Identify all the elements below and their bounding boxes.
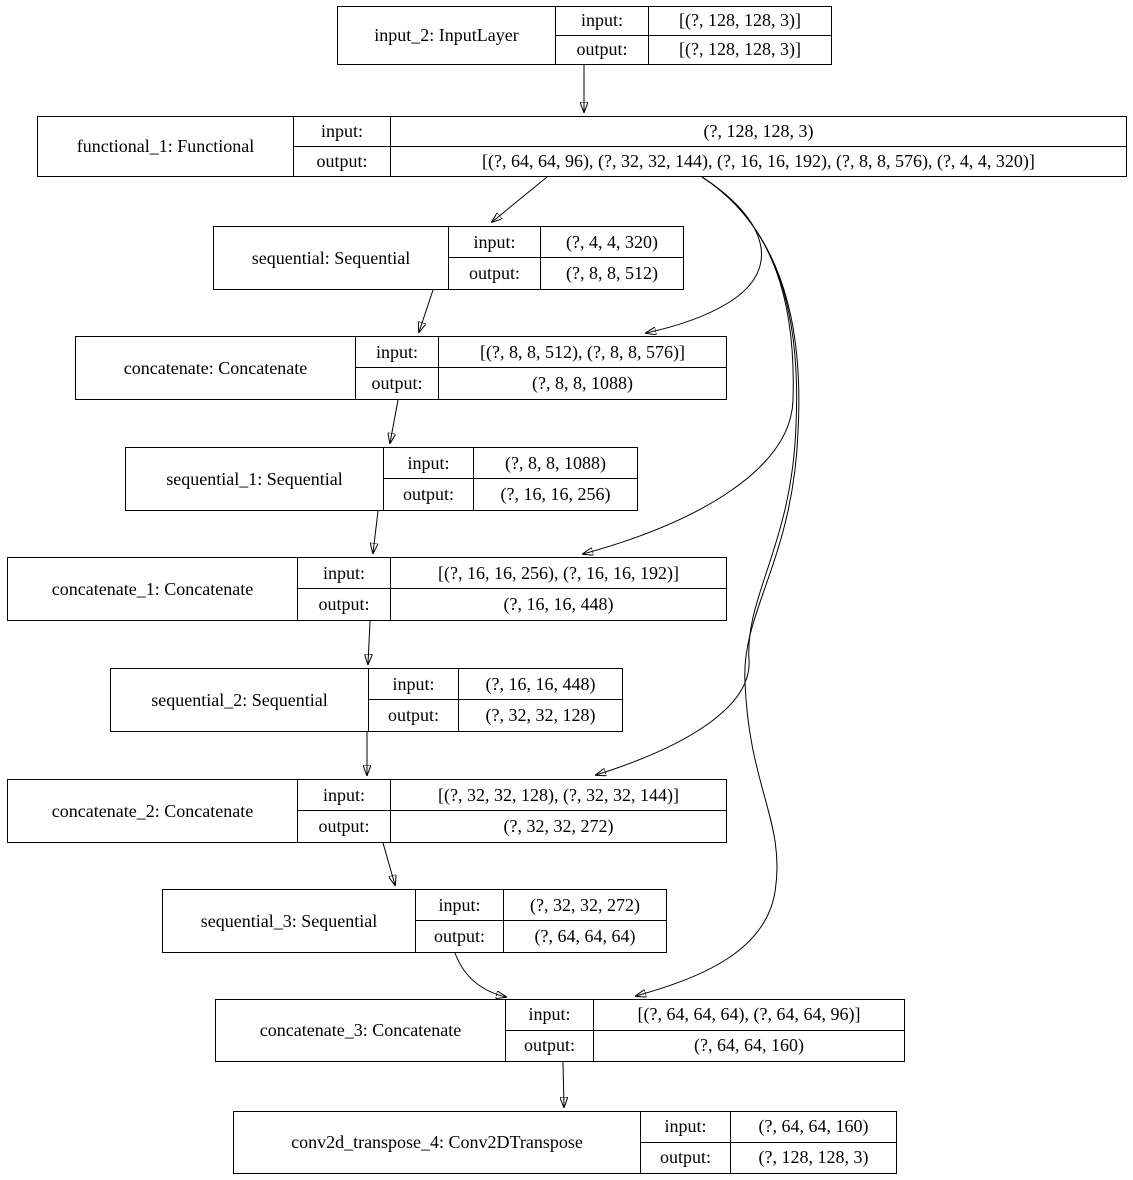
layer-title: concatenate: Concatenate [76,337,356,399]
edge-sequential_3-to-concatenate_3 [455,953,506,997]
input-label: input: [356,337,439,368]
layer-title: sequential_1: Sequential [126,448,384,510]
output-label: output: [506,1031,594,1062]
layer-title: functional_1: Functional [38,117,294,176]
input-label: input: [294,117,391,147]
input-shape: [(?, 128, 128, 3)] [649,7,831,36]
layer-node-concatenate_1 [7,557,727,621]
output-shape: (?, 128, 128, 3) [758,1147,869,1168]
edge-concatenate_1-to-sequential_2 [368,621,370,664]
input-label: input: [369,669,459,700]
output-label: output: [294,147,391,177]
output-shape: [(?, 128, 128, 3)] [679,39,801,60]
layer-title: sequential_2: Sequential [111,669,369,731]
output-shape: (?, 32, 32, 128) [485,705,596,725]
input-shape: [(?, 64, 64, 64), (?, 64, 64, 96)] [594,1000,904,1031]
input-label: input: [506,1000,594,1031]
input-shape: (?, 128, 128, 3) [391,117,1126,147]
layer-node-sequential_3 [162,889,667,953]
output-shape: (?, 16, 16, 448) [503,594,614,614]
output-label: output: [384,479,474,510]
output-shape: (?, 8, 8, 512) [566,263,658,283]
edge-concatenate_3-to-conv2d_transpose_4 [563,1062,564,1107]
input-shape: [(?, 8, 8, 512), (?, 8, 8, 576)] [439,337,726,368]
output-shape: (?, 16, 16, 256) [500,484,611,504]
input-shape: (?, 8, 8, 1088) [474,448,637,479]
output-label: output: [556,36,649,65]
output-shape: (?, 64, 64, 160) [694,1035,804,1056]
layer-node-concatenate_2 [7,779,727,843]
edge-concatenate_2-to-sequential_3 [383,843,395,885]
output-label: output: [641,1143,731,1174]
output-shape: (?, 32, 32, 272) [503,816,614,836]
input-label: input: [384,448,474,479]
input-label: input: [556,7,649,36]
input-shape: (?, 16, 16, 448) [459,669,622,700]
layer-node-input_2 [337,6,832,65]
edge-sequential-to-concatenate [419,290,433,332]
input-label: input: [641,1112,731,1143]
input-label: input: [416,890,504,921]
output-label: output: [416,921,504,952]
input-shape: [(?, 16, 16, 256), (?, 16, 16, 192)] [391,558,726,589]
input-shape: (?, 4, 4, 320) [541,227,683,258]
output-label: output: [298,589,391,620]
edge-sequential_1-to-concatenate_1 [373,511,378,553]
input-shape: (?, 64, 64, 160) [731,1112,896,1143]
layer-title: concatenate_2: Concatenate [8,780,298,842]
output-shape: (?, 8, 8, 1088) [532,373,633,393]
output-label: output: [356,368,439,399]
layer-node-sequential_2 [110,668,623,732]
output-label: output: [298,811,391,842]
layer-node-sequential_1 [125,447,638,511]
layer-title: concatenate_1: Concatenate [8,558,298,620]
output-label: output: [449,258,541,289]
layer-node-conv2d_transpose_4 [233,1111,897,1174]
input-shape: (?, 32, 32, 272) [504,890,666,921]
layer-node-concatenate_3 [215,999,905,1062]
layer-node-functional_1 [37,116,1127,177]
input-label: input: [449,227,541,258]
edge-functional_1-to-sequential [492,177,547,222]
output-shape: [(?, 64, 64, 96), (?, 32, 32, 144), (?, 16, 16, 192), (?, 8, 8, 576), (?, 4, 4, 320)] [482,150,1035,171]
output-shape: (?, 64, 64, 64) [534,926,636,946]
layer-node-concatenate [75,336,727,400]
layer-node-sequential [213,226,684,290]
layer-title: conv2d_transpose_4: Conv2DTranspose [234,1112,641,1173]
layer-title: sequential: Sequential [214,227,449,289]
layer-title: concatenate_3: Concatenate [216,1000,506,1061]
input-label: input: [298,780,391,811]
output-label: output: [369,700,459,731]
layer-title: input_2: InputLayer [338,7,556,64]
input-label: input: [298,558,391,589]
input-shape: [(?, 32, 32, 128), (?, 32, 32, 144)] [391,780,726,811]
edge-concatenate-to-sequential_1 [390,400,398,443]
layer-title: sequential_3: Sequential [163,890,416,952]
